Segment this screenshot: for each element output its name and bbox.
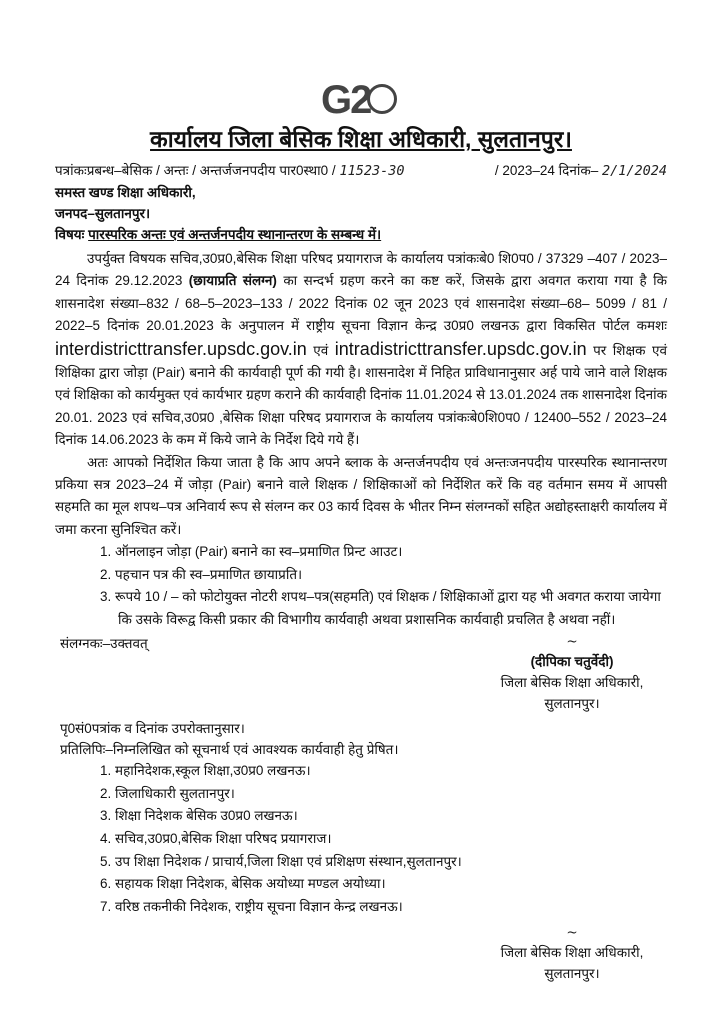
enclosure-note: संलग्नकः–उक्तवत् — [60, 636, 148, 652]
para1-text-d: पर शिक्षक एवं शिक्षिका द्वारा जोड़ा (Pair) बनाने की कार्यवाही पूर्ण की गयी है। शासनादेश में निहित प्राविधानानुसार अर्ह पाये जाने वाले शिक्षक एवं शिक्षिका को कार्यमुक्त एवं कार्यभार ग्रहण कराने की कार्यवाही दिनांक 11.01.2024 से 13.01.2024 तक शासनादेश दिनांक 20.01. 2023 एवं सचिव,उ0प्र0 ,बेसिक शिक्षा परिषद प्रयागराज के कार्यालय पत्रांकःबे0शि0प0 / 12400–552 / 2023–24 दिनांक 14.06.2023 के कम में किये जाने के निर्देश दिये गये हैं। — [55, 342, 667, 448]
ref-number-handwritten: 11523-30 — [339, 163, 405, 179]
g20-logo: G2 — [321, 80, 401, 124]
attachment-item: 1. ऑनलाइन जोड़ा (Pair) बनाने का स्व–प्रमाणित प्रिन्ट आउट। — [100, 544, 403, 560]
recipient-item: 7. वरिष्ठ तकनीकी निदेशक, राष्ट्रीय सूचना विज्ञान केन्द्र लखनऊ। — [100, 898, 403, 914]
ref-year: / 2023–24 दिनांक– — [494, 163, 599, 178]
recipient-item: 1. महानिदेशक,स्कूल शिक्षा,उ0प्र0 लखनऊ। — [100, 763, 311, 779]
subject-line — [55, 224, 667, 245]
date-line — [495, 160, 667, 182]
para1-text-a: उपर्युक्त विषयक सचिव,उ0प्र0,बेसिक शिक्षा परिषद प्रयागराज के कार्यालय पत्रांकःबे0 शि0प0 / 37329 –407 / 2023–24 दिनांक 29.12.2023 — [55, 251, 667, 289]
para1-text-b: का सन्दर्भ ग्रहण करने का कष्ट करें, जिसके द्वारा अवगत कराया गया है कि शासनादेश संख्या–832 / 68–5–2023–133 / 2022 दिनांक 02 जून 2023 एवं शासनादेश संख्या–68– 5099 / 81 / 2022–5 दिनांक 20.01.2023 के अनुपालन में राष्ट्रीय सूचना विज्ञान केन्द्र उ0प्र0 लखनऊ द्वारा विकसित पोर्टल कमशः — [55, 273, 667, 334]
date-handwritten: 2/1/2024 — [601, 163, 667, 179]
signatory-designation: जिला बेसिक शिक्षा अधिकारी, — [500, 945, 644, 961]
signature-row-2 — [55, 924, 667, 984]
signatory-name: (दीपिका चतुर्वेदी) — [530, 654, 614, 670]
signature-block-2 — [477, 924, 667, 984]
recipient-item: 3. शिक्षा निदेशक बेसिक उ0प्र0 लखनऊ। — [100, 808, 298, 824]
body-paragraph-2: अतः आपको निर्देशित किया जाता है कि आप अपने ब्लाक के अन्तर्जनपदीय एवं अन्तःजनपदीय पारस्परिक स्थानान्तरण प्रकिया सत्र 2023–24 में जोड़ा (Pair) बनाने वाले शिक्षक / शिक्षिकाओं को निर्देशित करें कि वह वर्तमान समय में आपसी सहमति का मूल शपथ–पत्र अनिवार्य रूप से संलग्न कर 03 कार्य दिवस के भीतर निम्न संलग्नकों सहित अद्योहस्ताक्षरी कार्यालय में जमा करना सुनिश्चित करें। — [55, 454, 667, 537]
signatory-place: सुलतानपुर। — [544, 966, 600, 982]
recipient-item: 6. सहायक शिक्षा निदेशक, बेसिक अयोध्या मण्डल अयोध्या। — [100, 876, 386, 892]
recipient-line-1: समस्त खण्ड शिक्षा अधिकारी, — [55, 185, 196, 200]
signature-scribble-icon: ~ — [566, 634, 578, 651]
recipient-item: 2. जिलाधिकारी सुलतानपुर। — [100, 785, 235, 801]
copy-reference: पृ0सं0पत्रांक व दिनांक उपरोक्तानुसार। — [60, 721, 245, 737]
para1-text-c: एवं — [313, 342, 329, 358]
portal-url-inter: interdistricttransfer.upsdc.gov.in — [55, 338, 307, 359]
para1-bold: (छायाप्रति संलग्न) — [188, 273, 277, 289]
signatory-designation: जिला बेसिक शिक्षा अधिकारी, — [500, 675, 644, 691]
lotus-emblem-icon — [367, 84, 397, 114]
attachment-item: 2. पहचान पत्र की स्व–प्रमाणित छायाप्रति। — [100, 566, 303, 582]
copy-intro: प्रतिलिपिः–निम्नलिखित को सूचनार्थ एवं आवश्यक कार्यवाही हेतु प्रेषित। — [60, 742, 399, 758]
reference-line — [55, 160, 404, 182]
signature-scribble-icon: ~ — [566, 925, 578, 942]
recipient-item: 4. सचिव,उ0प्र0,बेसिक शिक्षा परिषद प्रयागराज। — [100, 831, 332, 847]
ref-prefix: पत्रांकःप्रबन्ध–बेसिक / अन्तः / अन्तर्जजनपदीय पार0स्था0 / — [55, 163, 336, 178]
signatory-place: सुलतानपुर। — [544, 696, 600, 712]
attachment-item: 3. रूपये 10 / – को फोटोयुक्त नोटरी शपथ–पत्र(सहमति) एवं शिक्षक / शिक्षिकाओं द्वारा यह भी अवगत कराया जायेगा कि उसके विरूद्व किसी प्रकार की विभागीय कार्यवाही अथवा प्रशासनिक कार्यवाही प्रचलित है अथवा नहीं। — [100, 589, 661, 627]
portal-url-intra: intradistricttransfer.upsdc.gov.in — [334, 338, 587, 359]
reference-row — [55, 160, 667, 182]
signature-block-1 — [477, 633, 667, 714]
recipient-line-2: जनपद–सुलतानपुर। — [55, 206, 151, 221]
copy-recipients-list — [100, 760, 667, 918]
office-title: कार्यालय जिला बेसिक शिक्षा अधिकारी, सुलतानपुर। — [150, 126, 572, 152]
body-paragraph-1 — [55, 248, 667, 452]
attachments-list — [100, 541, 667, 631]
recipient-item: 5. उप शिक्षा निदेशक / प्राचार्य,जिला शिक्षा एवं प्रशिक्षण संस्थान,सुलतानपुर। — [100, 853, 462, 869]
enclosure-signature-row — [55, 633, 667, 714]
subject-label: विषयः — [55, 227, 85, 242]
subject-text: पारस्परिक अन्तः एवं अन्तर्जनपदीय स्थानान्तरण के सम्बन्ध में। — [88, 227, 382, 242]
